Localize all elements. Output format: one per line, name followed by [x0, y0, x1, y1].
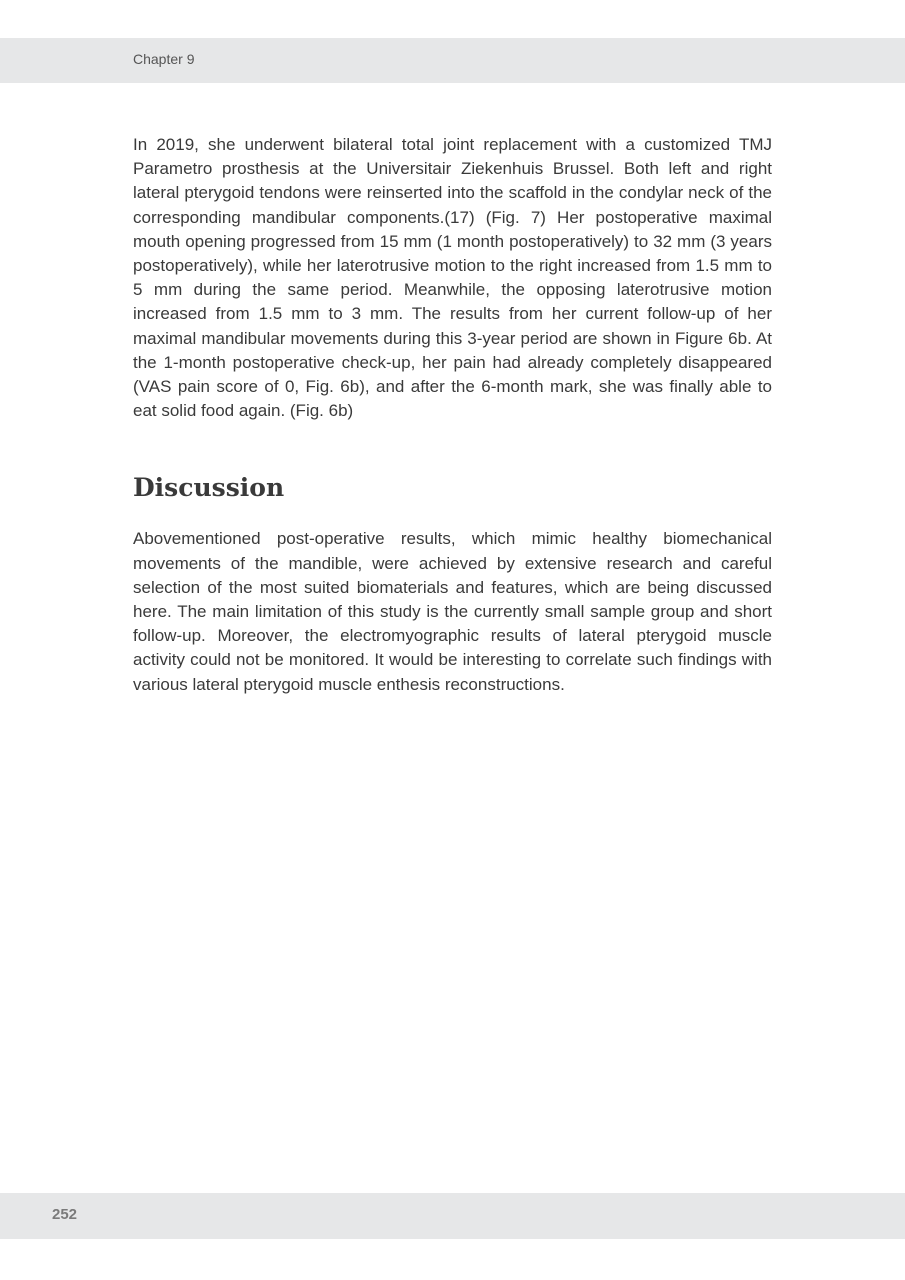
running-head: Chapter 9: [133, 51, 195, 67]
body-paragraph-2: Abovementioned post-operative results, which mimic healthy biomechanical movements of the mandible, were achieved by extensive research and careful selection of the most suited biomaterials and features, which are being discussed here. The main limitation of this study is the currently small sample group and short follow-up. Moreover, the electromyographic results of lateral pterygoid muscle activity could not be monitored. It would be interesting to correlate such findings with various lateral pterygoid muscle enthesis reconstructions.: [133, 529, 772, 694]
header-band: [0, 38, 905, 83]
section-heading-discussion: Discussion: [133, 473, 285, 503]
footer-band: [0, 1193, 905, 1239]
body-paragraph-1: In 2019, she underwent bilateral total joint replacement with a customized TMJ Parametro prosthesis at the Universitair Ziekenhuis Brussel. Both left and right lateral pterygoid tendons were reinserted into the scaffold in the condylar neck of the corresponding mandibular components.(17) (Fig. 7) Her postoperative maximal mouth opening progressed from 15 mm (1 month postoperatively) to 32 mm (3 years postoperatively), while her laterotrusive motion to the right increased from 1.5 mm to 5 mm during the same period. Meanwhile, the opposing laterotrusive motion increased from 1.5 mm to 3 mm. The results from her current follow-up of her maximal mandibular movements during this 3-year period are shown in Figure 6b. At the 1-month postoperative check-up, her pain had already completely disappeared (VAS pain score of 0, Fig. 6b), and after the 6-month mark, she was finally able to eat solid food again. (Fig. 6b): [133, 135, 772, 421]
page-number: 252: [52, 1206, 78, 1223]
page-content: [133, 133, 772, 697]
